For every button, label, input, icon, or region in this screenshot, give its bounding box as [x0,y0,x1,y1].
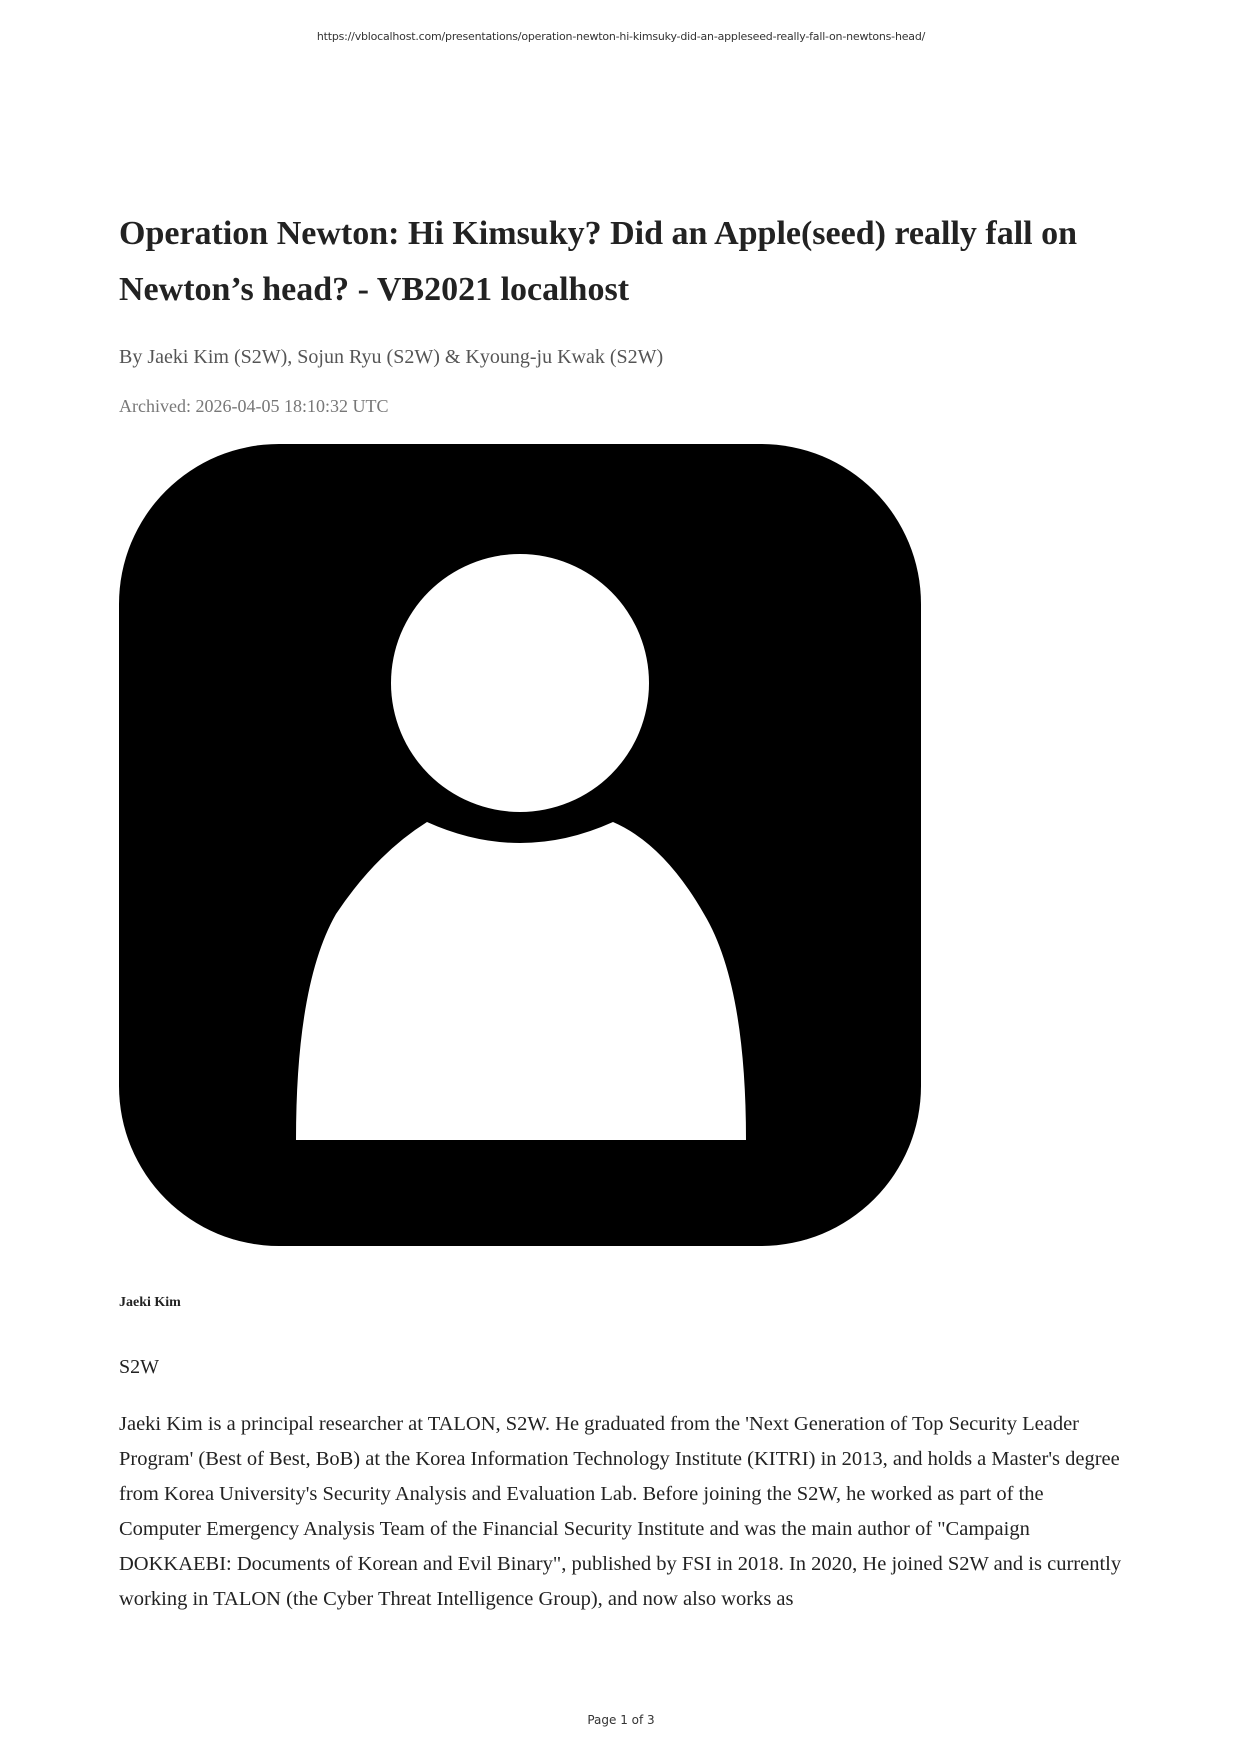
page-url-header: https://vblocalhost.com/presentations/operation-newton-hi-kimsuky-did-an-appleseed-really-fall-on-newtons-head/ [316,30,926,43]
article-byline: By Jaeki Kim (S2W), Sojun Ryu (S2W) & Kyoung-ju Kwak (S2W) [119,346,664,368]
speaker-name: Jaeki Kim [119,1295,181,1310]
article-title: Operation Newton: Hi Kimsuky? Did an Apple(seed) really fall on Newton’s head? - VB2021 localhost [119,215,1078,308]
speaker-bio: Jaeki Kim is a principal researcher at TALON, S2W. He graduated from the 'Next Generation of Top Security Leader Program' (Best of Best, BoB) at the Korea Information Technology Institute (KITRI) in 2013, and holds a Master's degree from Korea University's Security Analysis and Evaluation Lab. Before joining the S2W, he worked as part of the Computer Emergency Analysis Team of the Financial Security Institute and was the main author of "Campaign DOKKAEBI: Documents of Korean and Evil Binary", published by FSI in 2018. In 2020, He joined S2W and is currently working in TALON (the Cyber Threat Intelligence Group), and now also works as [119,1413,1122,1610]
speaker-organization: S2W [119,1356,159,1378]
page-number: Page 1 of 3 [587,1713,655,1727]
archived-timestamp: Archived: 2026-04-05 18:10:32 UTC [119,396,389,416]
person-silhouette-icon [119,444,921,1246]
speaker-avatar [119,444,921,1246]
